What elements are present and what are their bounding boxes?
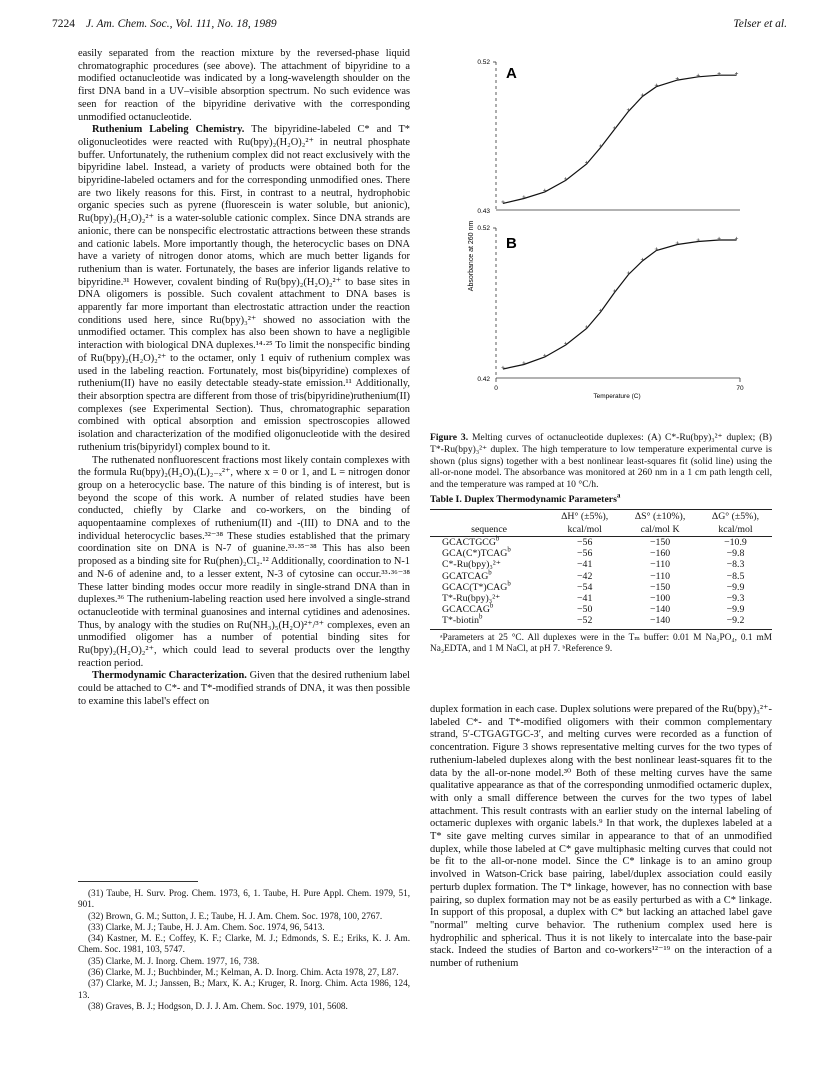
left-column — [78, 48, 410, 709]
table-header-dg: ΔG° (±5%), — [699, 510, 772, 524]
cell-dh-value: −50 — [577, 604, 593, 616]
cell-dg — [699, 615, 772, 629]
cell-dh — [548, 604, 621, 615]
cell-dh — [548, 537, 621, 549]
table-header-ds: ΔS° (±10%), — [621, 510, 699, 524]
cell-dg-value: −9.9 — [726, 581, 745, 593]
cell-sequence-value: T*-biotin — [442, 615, 480, 627]
cell-ds — [621, 559, 699, 570]
cell-ds — [621, 593, 699, 604]
header-left — [52, 18, 277, 30]
cell-dg-value: −9.3 — [726, 593, 745, 605]
journal-citation: J. Am. Chem. Soc., Vol. 111, No. 18, 1989 — [85, 18, 277, 30]
left-paragraph-2-text: The bipyridine-labeled C* and T* oligonucleotides were reacted with Ru(bpy)₂(H₂O)₂²⁺ in neutral phosphate buffer. Unfortunately, the ruthenium complex did not react exclusively with the bipyridine label. Instead, a variety of products were obtained both for the bipyridine-labeled octamers and for the corresponding unmodified ones. There are two likely reasons for this. First, in contrast to a neutral, hydrophobic organic species such as pyrene (fluorescein is water soluble, but anionic), Ru(bpy)₂(H₂O)₂²⁺ is a water-soluble cationic complex. Since DNA strands are anionic, there can be nonspecific electrostatic attractions between these strands and cationic labels. More importantly though, the heterocyclic bases on DNA have a variety of nitrogen donor atoms, which are much better ligands for ruthenium than is water. Fortunately, the bases are inferior ligands relative to bipyridine.³¹ However, covalent binding of Ru(bpy)₂(H₂O)₂²⁺ to base sites in DNA oligomers is possible. Such covalent attachment to DNA bases is apparently far more important than electrostatic attraction under the reaction conditions used here, since Ru(bpy)₃²⁺ showed no association with the unmodified octamer. This complex has also been shown to have a negligible interaction with biological DNA duplexes.¹⁴·²⁵ To limit the nonspecific binding of Ru(bpy)₂(H₂O)₂²⁺ to the octamer, only 1 equiv of ruthenium complex was used in the labeling reaction. Fortunately, most bis(bipyridine) complexes of ruthenium(II) have no easily detectable steady-state emission.¹¹ Additionally, their absorption spectra are different from those of tris(bipyridine)ruthenium(II) complexes (see Experimental Section). Thus, chromatographic separation combined with optical absorption and emission spectroscopies allowed isolation and characterization of the modified oligonucleotide with the desired ruthenium tris(bipyridyl) complex bound to it. — [78, 124, 410, 453]
cell-dg — [699, 548, 772, 559]
table-header-blank — [430, 510, 548, 524]
cell-dg-value: −8.5 — [726, 570, 745, 582]
table-1 — [430, 494, 772, 655]
table-row — [430, 559, 772, 570]
cell-sequence-footnote-mark: b — [495, 535, 500, 543]
page-number: 7224 — [52, 18, 75, 30]
left-paragraph-4-text: Given that the desired ruthenium label could be attached to C*- and T*-modified strands of DNA, it was then possible to examine this label's effect on — [78, 670, 410, 707]
cell-sequence — [430, 571, 548, 582]
right-column — [430, 704, 772, 971]
melting-curves-plot — [452, 50, 774, 430]
cell-ds-value: −100 — [649, 593, 671, 605]
cell-dh-value: −54 — [577, 581, 593, 593]
figure-3 — [452, 50, 774, 430]
reference-item: (38) Graves, B. J.; Hodgson, D. J. J. Am. Chem. Soc. 1979, 101, 5608. — [88, 1000, 348, 1011]
cell-dg-value: −8.3 — [726, 559, 745, 571]
cell-ds — [621, 604, 699, 615]
cell-sequence — [430, 604, 548, 615]
table-row — [430, 571, 772, 582]
cell-sequence-value: GCAC(T*)CAG — [442, 581, 508, 593]
left-paragraph-1: easily separated from the reaction mixture by the reversed-phase liquid chromatographic procedures (see above). The attachment of bipyridine to a modified octanucleotide was indicated by a long-wavelength shoulder on the first DNA band in a UV–visible absorption spectrum. No such evidence was seen for reaction of the bipyridine derivative with the corresponding unmodified octanucleotide. — [78, 48, 410, 123]
cell-dh — [548, 571, 621, 582]
cell-sequence-footnote-mark: b — [488, 569, 492, 577]
x-max-tick: 70 — [736, 385, 744, 392]
cell-dg — [699, 559, 772, 570]
cell-ds-value: −140 — [649, 615, 671, 627]
cell-ds — [621, 537, 699, 549]
cell-dg — [699, 593, 772, 604]
panel-a-y-top-tick: 0.52 — [477, 59, 490, 66]
table-title-text: Table I. Duplex Thermodynamic Parameters — [430, 494, 617, 505]
cell-ds-value: −110 — [650, 559, 670, 571]
table-row — [430, 593, 772, 604]
reference-item: (35) Clarke, M. J. Inorg. Chem. 1977, 16, 738. — [88, 955, 260, 966]
table-row — [430, 548, 772, 559]
table-footnote: ᵃParameters at 25 °C. All duplexes were in the Tₘ buffer: 0.01 M Na₂PO₄, 0.1 mM Na₂EDTA, and 1 M NaCl, at pH 7. ᵇReference 9. — [430, 632, 772, 654]
panel-b-data-point — [585, 325, 588, 328]
panel-b-fit-line — [503, 240, 737, 369]
panel-b-data-point — [613, 289, 616, 292]
cell-sequence-value: C*-Ru(bpy)₃²⁺ — [442, 559, 501, 571]
cell-dg-value: −9.9 — [726, 604, 745, 616]
cell-sequence — [430, 615, 548, 629]
header-authors: Telser et al. — [733, 18, 787, 30]
cell-dh-value: −56 — [577, 537, 593, 548]
running-header — [52, 18, 787, 34]
panel-b-data-point — [599, 309, 602, 312]
cell-sequence — [430, 537, 548, 549]
panel-b-label: B — [506, 235, 517, 252]
cell-ds — [621, 582, 699, 593]
cell-sequence-value: GCACCAG — [442, 604, 490, 616]
panel-b-y-bottom-tick: 0.42 — [477, 376, 490, 383]
reference-item: (34) Kastner, M. E.; Coffey, K. F.; Clarke, M. J.; Edmonds, S. E.; Eriks, K. J. Am. Chem. Soc. 1981, 103, 5747. — [78, 933, 410, 955]
cell-ds-value: −110 — [650, 570, 670, 582]
reference-item: (31) Taube, H. Surv. Prog. Chem. 1973, 6, 1. Taube, H. Pure Appl. Chem. 1979, 51, 901. — [78, 888, 410, 910]
cell-dg-value: −9.2 — [726, 615, 745, 627]
table-header-dh: ΔH° (±5%), — [548, 510, 621, 524]
cell-dh — [548, 615, 621, 629]
cell-ds — [621, 548, 699, 559]
reference-item: (32) Brown, G. M.; Sutton, J. E.; Taube, H. J. Am. Chem. Soc. 1978, 100, 2767. — [88, 910, 383, 921]
table-body — [430, 537, 772, 630]
x-min-tick: 0 — [494, 385, 498, 392]
panel-a-label: A — [506, 65, 517, 82]
figure-caption-text: Melting curves of octanucleotide duplexes: (A) C*-Ru(bpy)₃²⁺ duplex; (B) T*-Ru(bpy)₃²⁺ duplex. The high temperature to low temperature experimental curve is shown (plus signs) together with a best nonlinear least-squares fit (solid line) using the all-or-none model. The absorbance was monitored at 260 nm in a 1 cm path length cell, and the temperature was ramped at 10 °C/h. — [430, 432, 772, 491]
section-heading-thermodynamic: Thermodynamic Characterization. — [92, 670, 247, 682]
reference-item: (36) Clarke, M. J.; Buchbinder, M.; Kelman, A. D. Inorg. Chim. Acta 1978, 27, L87. — [88, 967, 399, 978]
table-row — [430, 582, 772, 593]
cell-dg-value: −10.9 — [724, 537, 747, 548]
cell-dh-value: −52 — [577, 615, 593, 627]
right-paragraph-1: duplex formation in each case. Duplex solutions were prepared of the Ru(bpy)₃²⁺-labeled C*- and T*-modified oligomers with their common complementary strand, 5′-CTGAGTGC-3′, and melting curves were recorded as a function of concentration. Figure 3 shows representative melting curves for the two types of ruthenium-labeled duplexes along with the best nonlinear least-squares fit to the data by the all-or-none model.³⁰ Both of these melting curves have the same qualitative appearance as that of the corresponding unmodified octameric duplex, with only a small difference between the curves for the two types of label attachment. This result contrasts with an earlier study on the internal labeling of octameric duplexes with organic labels.⁹ In that work, the duplexes labeled at a T* site gave melting curves similar in appearance to that of an unmodified duplex, while those labeled at C* gave multiphasic melting curves that could not be fit to the all-or-none model. Since the C* linkage is to an amino group involved in Watson-Crick base pairing, label/duplex association could easily perturb duplex formation. The T* linkage, however, has no connection with base pairing, so duplex formation may not be as easily perturbed as with a C* linkage. In support of this proposal, a duplex with C* but lacking an attached label gave "normal" melting curve behavior. The ruthenium complex used here is hydrophilic and spherical. Thus it is not likely to intercalate into the base-pair stack. Indeed the studies of Barton and co-workers¹²⁻¹⁹ on the interaction of a number of ruthenium — [430, 704, 772, 970]
cell-dh — [548, 559, 621, 570]
table-row — [430, 615, 772, 629]
table-row — [430, 537, 772, 549]
panel-a-data-point — [599, 144, 602, 147]
table-header-sequence: sequence — [430, 523, 548, 537]
cell-dh-value: −41 — [577, 559, 593, 571]
references — [78, 881, 410, 1012]
panel-a-data-point — [613, 126, 616, 129]
cell-dg — [699, 582, 772, 593]
cell-sequence — [430, 548, 548, 559]
table-header-ds-unit: cal/mol K — [621, 523, 699, 537]
cell-sequence-footnote-mark: b — [507, 580, 511, 588]
cell-sequence — [430, 582, 548, 593]
figure-caption-label: Figure 3. — [430, 432, 469, 443]
table-header-dg-unit: kcal/mol — [699, 523, 772, 537]
table-title-footnote-mark: a — [616, 492, 621, 500]
cell-ds-value: −150 — [649, 537, 671, 548]
cell-sequence-footnote-mark: b — [507, 546, 511, 554]
cell-dh-value: −42 — [577, 570, 593, 582]
panel-a-data-point — [585, 161, 588, 164]
left-paragraph-2 — [78, 124, 410, 454]
cell-dg — [699, 537, 772, 549]
section-heading-ruthenium-labeling: Ruthenium Labeling Chemistry. — [92, 124, 245, 136]
reference-item: (33) Clarke, M. J.; Taube, H. J. Am. Chem. Soc. 1974, 96, 5413. — [88, 921, 325, 932]
panel-a-fit-line — [503, 75, 737, 203]
cell-ds — [621, 571, 699, 582]
cell-sequence-footnote-mark: b — [479, 614, 483, 622]
footnote-rule — [78, 881, 198, 882]
cell-sequence-value: T*-Ru(bpy)₃²⁺ — [442, 593, 501, 605]
cell-dh — [548, 548, 621, 559]
x-axis-label: Temperature (C) — [593, 393, 641, 400]
reference-item: (37) Clarke, M. J.; Janssen, B.; Marx, K. A.; Kruger, R. Inorg. Chim. Acta 1986, 124, 13. — [78, 978, 410, 1000]
cell-sequence-value: GCACTGCG — [442, 537, 496, 548]
left-paragraph-4 — [78, 670, 410, 708]
panel-b-y-top-tick: 0.52 — [477, 225, 490, 232]
table-title — [430, 494, 772, 505]
cell-dg-value: −9.8 — [726, 548, 745, 560]
cell-ds — [621, 615, 699, 629]
cell-sequence-value: GCA(C*)TCAG — [442, 548, 508, 560]
cell-ds-value: −150 — [649, 581, 671, 593]
cell-dg — [699, 604, 772, 615]
left-paragraph-3: The ruthenated nonfluorescent fractions most likely contain complexes with the formula Ru(bpy)₂(H₂O)ₓ(L)₂₋ₓ²⁺, where x = 0 or 1, and L = nitrogen donor group on a heterocyclic base. The nature of this binding is of interest, but is beyond the scope of this work. A number of related studies have been conducted, chiefly by Clarke and co-workers, on the binding of aquopentaamine complexes of ruthenium(II) and -(III) to DNA and to the individual heterocyclic bases.³²⁻³⁸ These studies established that the primary coordination site on DNA is N-7 of guanine.³³·³⁵⁻³⁸ This has also been proposed as a binding site for Ru(phen)₂Cl₂.¹² Additionally, coordination to N-1 and N-6 of adenine and, to a lesser extent, N-3 of cytosine can occur.³³·³⁶⁻³⁸ These latter binding modes occur more readily in single-strand DNA than in duplexes.³⁶ The ruthenium-labeling reaction used here involved a single-strand octanucleotide with terminal guanosines and internal cytidines and adenosines. Thus, by analogy with the studies on Ru(NH₃)₅(H₂O)²⁺/³⁺ complexes, even an unmodified oligomer has a number of potential binding sites for Ru(bpy)₂(H₂O)₂²⁺, which could lead to several products over the lengthy reaction period. — [78, 454, 410, 669]
cell-dh — [548, 582, 621, 593]
figure-caption — [430, 432, 772, 491]
panel-a-y-bottom-tick: 0.43 — [477, 208, 490, 215]
cell-sequence-value: GCATCAG — [442, 570, 489, 582]
thermodynamic-table — [430, 509, 772, 630]
cell-ds-value: −140 — [649, 604, 671, 616]
cell-sequence-footnote-mark: b — [489, 602, 494, 610]
y-axis-label: Absorbance at 260 nm — [468, 220, 475, 292]
cell-dh — [548, 593, 621, 604]
cell-dh-value: −41 — [577, 593, 593, 605]
cell-ds-value: −160 — [649, 548, 671, 560]
cell-dg — [699, 571, 772, 582]
table-header-dh-unit: kcal/mol — [548, 523, 621, 537]
cell-dh-value: −56 — [577, 548, 593, 560]
